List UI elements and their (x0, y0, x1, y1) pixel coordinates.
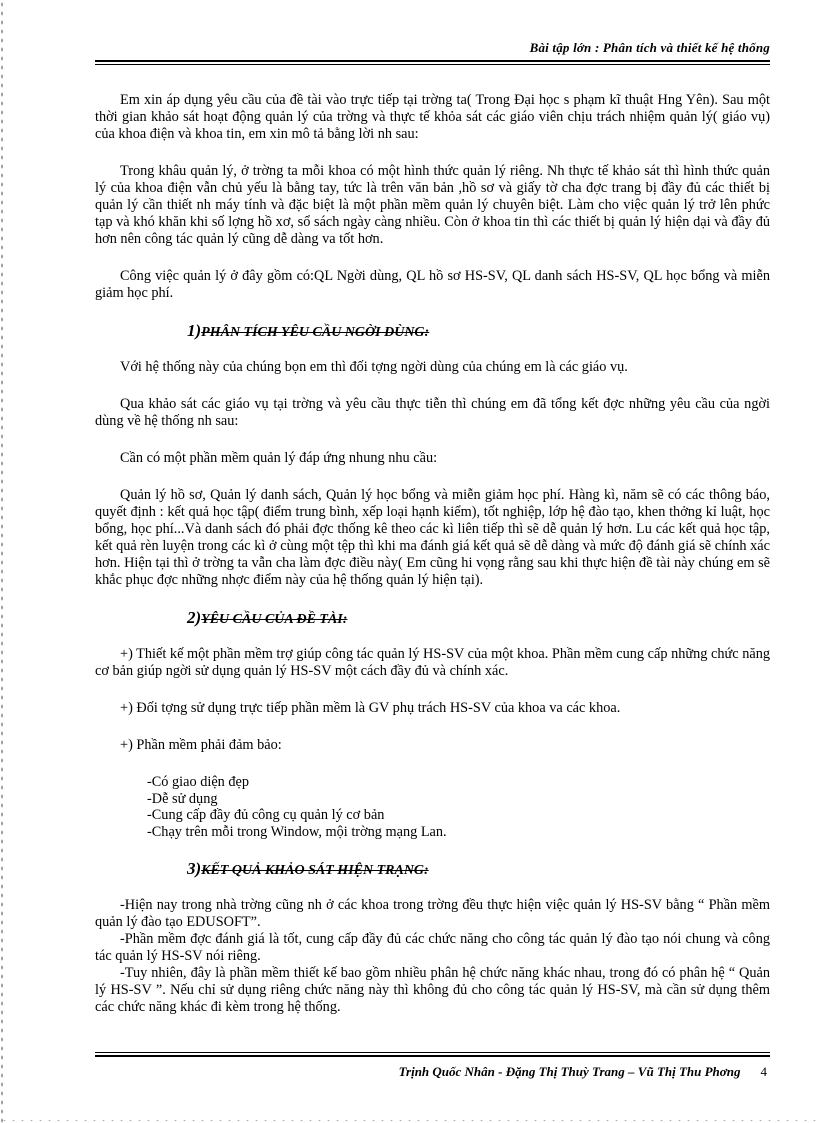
list-item: -Cung cấp đầy đủ công cụ quản lý cơ bản (147, 807, 385, 823)
header-title: Bài tập lớn : Phân tích và thiết kế hệ thống (529, 40, 770, 55)
body-paragraph: Với hệ thống này của chúng bọn em thì đối tợng ngời dùng của chúng em là các giáo vụ. (120, 359, 628, 375)
body-paragraph: +) Đối tợng sử dụng trực tiếp phần mềm là GV phụ trách HS-SV của khoa va các khoa. (120, 700, 621, 716)
list-item: -Có giao diện đẹp (147, 774, 250, 790)
header-rule (95, 60, 770, 62)
intro-paragraph: Em xin áp dụng yêu cầu của đề tài vào trực tiếp tại trờng ta( Trong Đại học s phạm kĩ thuật Hng Yên). Sau một thời gian khảo sát hoạt động quản lý của trờng và thực tế khỏa sát các giáo viên chịu trách nhiệm quản lý( giáo vụ) của khoa điện và khoa tin, em xin mô tả bằng lời nh sau: (95, 92, 770, 142)
section-heading (187, 322, 770, 341)
body-paragraph: Qua khảo sát các giáo vụ tại trờng và yêu cầu thực tiễn thì chúng em đã tổng kết đợc những yêu cầu của ngời dùng về hệ thống nh sau: (95, 396, 770, 429)
footer-authors: Trịnh Quốc Nhân - Đặng Thị Thuỳ Trang – Vũ Thị Thu Phơng (398, 1064, 741, 1079)
list-item: -Chạy trên mỗi trong Window, mội trờng mạng Lan. (147, 823, 447, 840)
page-header (95, 40, 770, 65)
section-title: KẾT QUẢ KHẢO SÁT HIỆN TRẠNG: (201, 863, 429, 878)
bottom-dotted-border (0, 1118, 816, 1123)
intro-paragraph: Công việc quản lý ở đây gồm có:QL Ngời dùng, QL hồ sơ HS-SV, QL danh sách HS-SV, QL học bổng và miễn giảm học phí. (95, 268, 770, 301)
requirements-list (147, 774, 770, 840)
body-paragraph: -Hiện nay trong nhà trờng cũng nh ở các khoa trong trờng đều thực hiện việc quản lý HS-SV bằng “ Phần mềm quản lý đào tạo EDUSOFT”. (95, 897, 770, 930)
body-paragraph: Quản lý hồ sơ, Quản lý danh sách, Quản lý học bổng và miễn giảm học phí. Hàng kì, năm sẽ có các thông báo, quyết định : kết quả học tập( điểm trung bình, xếp loại hạnh kiểm), tốt nghiệp, lớp hệ đào tạo, khen thởng kỉ luật, học bổng, học phí...Và danh sách đó phải đợc thống kê theo các kì liên tiếp thì sẽ dễ quản lý hơn. Lu các kết quả học tập, kết quả rèn luyện trong các kì ở cùng một tệp thì khi ma đánh giá kết quả sẽ dễ dàng và mức độ đánh giá sẽ chính xác hơn. Hiện tại thì ở trờng ta vẫn cha làm đợc điều này( Em cũng hi vọng rằng sau khi thực hiện đề tài này chúng em sẽ khắc phục đợc những nhợc điểm này của hệ thống quản lý hiện tại). (95, 487, 770, 588)
list-item: -Dễ sử dụng (147, 790, 218, 807)
section-number: 2) (187, 608, 202, 627)
section-number: 1) (187, 321, 202, 340)
body-paragraph: Cần có một phần mềm quản lý đáp ứng nhung nhu cầu: (120, 450, 438, 466)
body-paragraph: -Phần mềm đợc đánh giá là tốt, cung cấp đầy đủ các chức năng cho công tác quản lý đào tạo nói chung và công tác quản lý HS-SV nói riêng. (95, 931, 770, 964)
section-heading (187, 860, 770, 879)
section-number: 3) (187, 859, 202, 878)
header-rule-thin (95, 64, 770, 65)
page-footer (95, 1050, 770, 1080)
body-paragraph: +) Phần mềm phải đảm bảo: (120, 737, 282, 753)
left-dotted-border (0, 0, 4, 1123)
document-body (95, 92, 770, 1016)
section-heading (187, 609, 770, 628)
section-title: PHÂN TÍCH YÊU CẦU NGỜI DÙNG: (201, 325, 430, 340)
body-paragraph: -Tuy nhiên, đây là phần mềm thiết kế bao gồm nhiều phân hệ chức năng khác nhau, trong đó có phân hệ “ Quản lý HS-SV ”. Nếu chỉ sử dụng riêng chức năng này thì không đủ cho công tác quản lý HS-SV, mà cần sử dụng thêm các chức năng khác đi kèm trong hệ thống. (95, 965, 770, 1015)
intro-paragraph: Trong khâu quản lý, ở trờng ta mỗi khoa có một hình thức quản lý riêng. Nh thực tế khảo sát thì hình thức quản lý của khoa điện vẫn chủ yếu là bằng tay, tức là trên văn bản ,hồ sơ và giấy tờ cha đợc trang bị đầy đủ các thiết bị quản lý cần thiết nh máy tính và đặc biệt là một phần mềm quản lý chuyên biệt. Làm cho việc quản lý trở lên phức tạp và khó khăn khi số lợng hồ xơ, sổ sách ngày càng nhiều. Còn ở khoa tin thì các thiết bị quản lý hiện dại và đầy đủ hơn nên công tác quản lý cũng dễ dàng va tốt hơn. (95, 163, 770, 247)
section-title: YÊU CẦU CỦA ĐỀ TÀI: (201, 612, 348, 627)
footer-rule-thin (95, 1052, 770, 1053)
page-number: 4 (760, 1064, 767, 1079)
footer-rule (95, 1055, 770, 1057)
body-paragraph: +) Thiết kế một phần mềm trợ giúp công tác quản lý HS-SV của một khoa. Phần mềm cung cấp những chức năng cơ bản giúp ngời sử dụng quản lý HS-SV một cách đầy đủ và chính xác. (95, 646, 770, 679)
